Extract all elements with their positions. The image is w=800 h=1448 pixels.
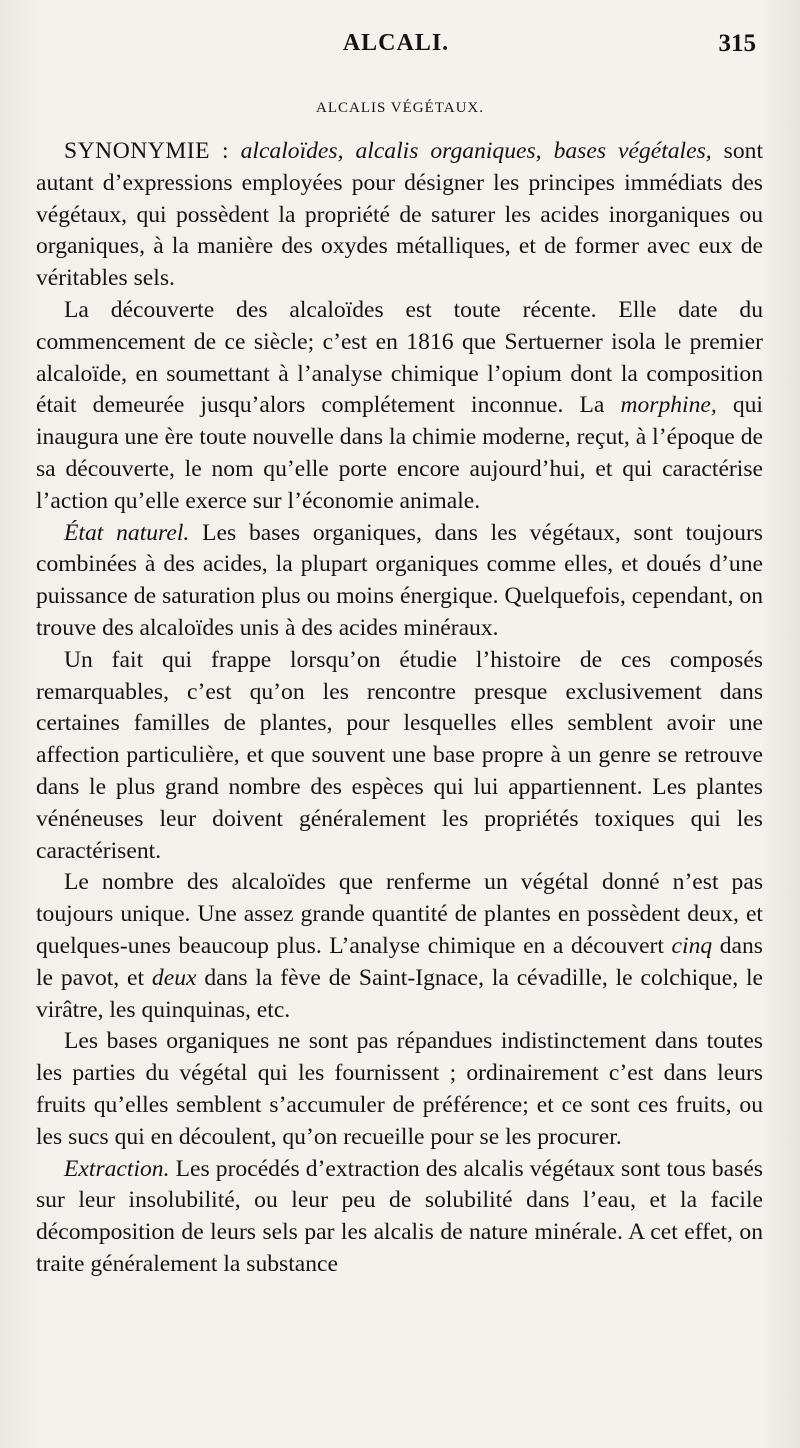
paragraph-repartition: Les bases organiques ne sont pas répandues indistinctement dans toutes les parties du végétal qui les fournissent ; ordinairement c’est dans leurs fruits qu’elles semblent s’accumuler de préférence; et ce sont ces fruits, ou les sucs qui en découlent, qu’on recueille pour se les procurer. (36, 1028, 763, 1150)
paragraph-histoire: Un fait qui frappe lorsqu’on étudie l’histoire de ces composés remarquables, c’est qu’on les rencontre presque exclusivement dans certaines familles de plantes, pour lesquelles elles semblent avoir une affection particulière, et que souvent une base propre à un genre se retrouve dans le plus grand nombre des espèces qui lui appartiennent. Les plantes vénéneuses leur doivent généralement les propriétés toxiques qui les caractérisent. (36, 646, 763, 864)
body-text (36, 136, 763, 1281)
morphine-italic: morphine, (620, 392, 717, 419)
synonyms-italic: alcaloïdes, alcalis organiques, bases végétales, (240, 138, 712, 164)
paragraph-text: La découverte des alcaloïdes est toute récente. Elle date du commencement de ce siècle; c’est en 1816 que Sertuerner isola le premier alcaloïde, en soumettant à l’analyse chimique l’opium dont la composition était demeurée jusqu’alors complétement inconnue. La (36, 296, 763, 419)
synonymie-separator: : (210, 138, 241, 164)
paragraph-text: qui inaugura une ère toute nouvelle dans la chimie moderne, reçut, à l’époque de sa découverte, le nom qu’elle porte encore aujourd’hui, et qui caractérise l’action qu’elle exerce sur l’économie animale. (36, 392, 763, 514)
paragraph-etat-naturel (36, 518, 763, 645)
running-head: ALCALI. (342, 30, 450, 56)
extraction-heading: Extraction. (64, 1155, 170, 1182)
paragraph-text: sont autant d’expressions employées pour désigner les principes immédiats des végétaux, qui possèdent la propriété de saturer les acides inorganiques ou organiques, à la manière des oxydes métalliques, et de former avec eux de véritables sels. (36, 138, 763, 292)
paragraph-decouverte (36, 295, 763, 518)
paragraph-text: Le nombre des alcaloïdes que renferme un végétal donné n’est pas toujours unique. Une assez grande quantité de plantes en possèdent deux, et quelques-unes beaucoup plus. L’analyse chimique en a découvert (36, 869, 763, 959)
paragraph-text: Les procédés d’extraction des alcalis végétaux sont tous basés sur leur insolubilité, ou leur peu de solubilité dans l’eau, et la facile décomposition de leurs sels par les alcalis de nature minérale. A cet effet, on traite généralement la substance (36, 1155, 763, 1277)
etat-naturel-heading: État naturel. (64, 519, 190, 546)
deux-italic: deux (151, 964, 197, 991)
paragraph-nombre (36, 867, 763, 1026)
section-title: ALCALIS VÉGÉTAUX. (315, 100, 484, 116)
page-header (36, 30, 756, 64)
paragraph-synonymie (36, 136, 763, 295)
synonymie-label: SYNONYMIE (64, 138, 211, 164)
cinq-italic: cinq (671, 932, 713, 959)
paragraph-text: dans le pavot, et (36, 932, 763, 991)
paragraph-text: dans la fève de Saint-Ignace, la cévadille, le colchique, le virâtre, les quinquinas, etc. (36, 964, 763, 1023)
page-number: 315 (718, 30, 756, 57)
paragraph-text: Les bases organiques, dans les végétaux, sont toujours combinées à des acides, la plupart organiques comme elles, et doués d’une puissance de saturation plus ou moins énergique. Quelquefois, cependant, on trouve des alcaloïdes unis à des acides minéraux. (36, 519, 763, 641)
paragraph-extraction (36, 1154, 763, 1281)
